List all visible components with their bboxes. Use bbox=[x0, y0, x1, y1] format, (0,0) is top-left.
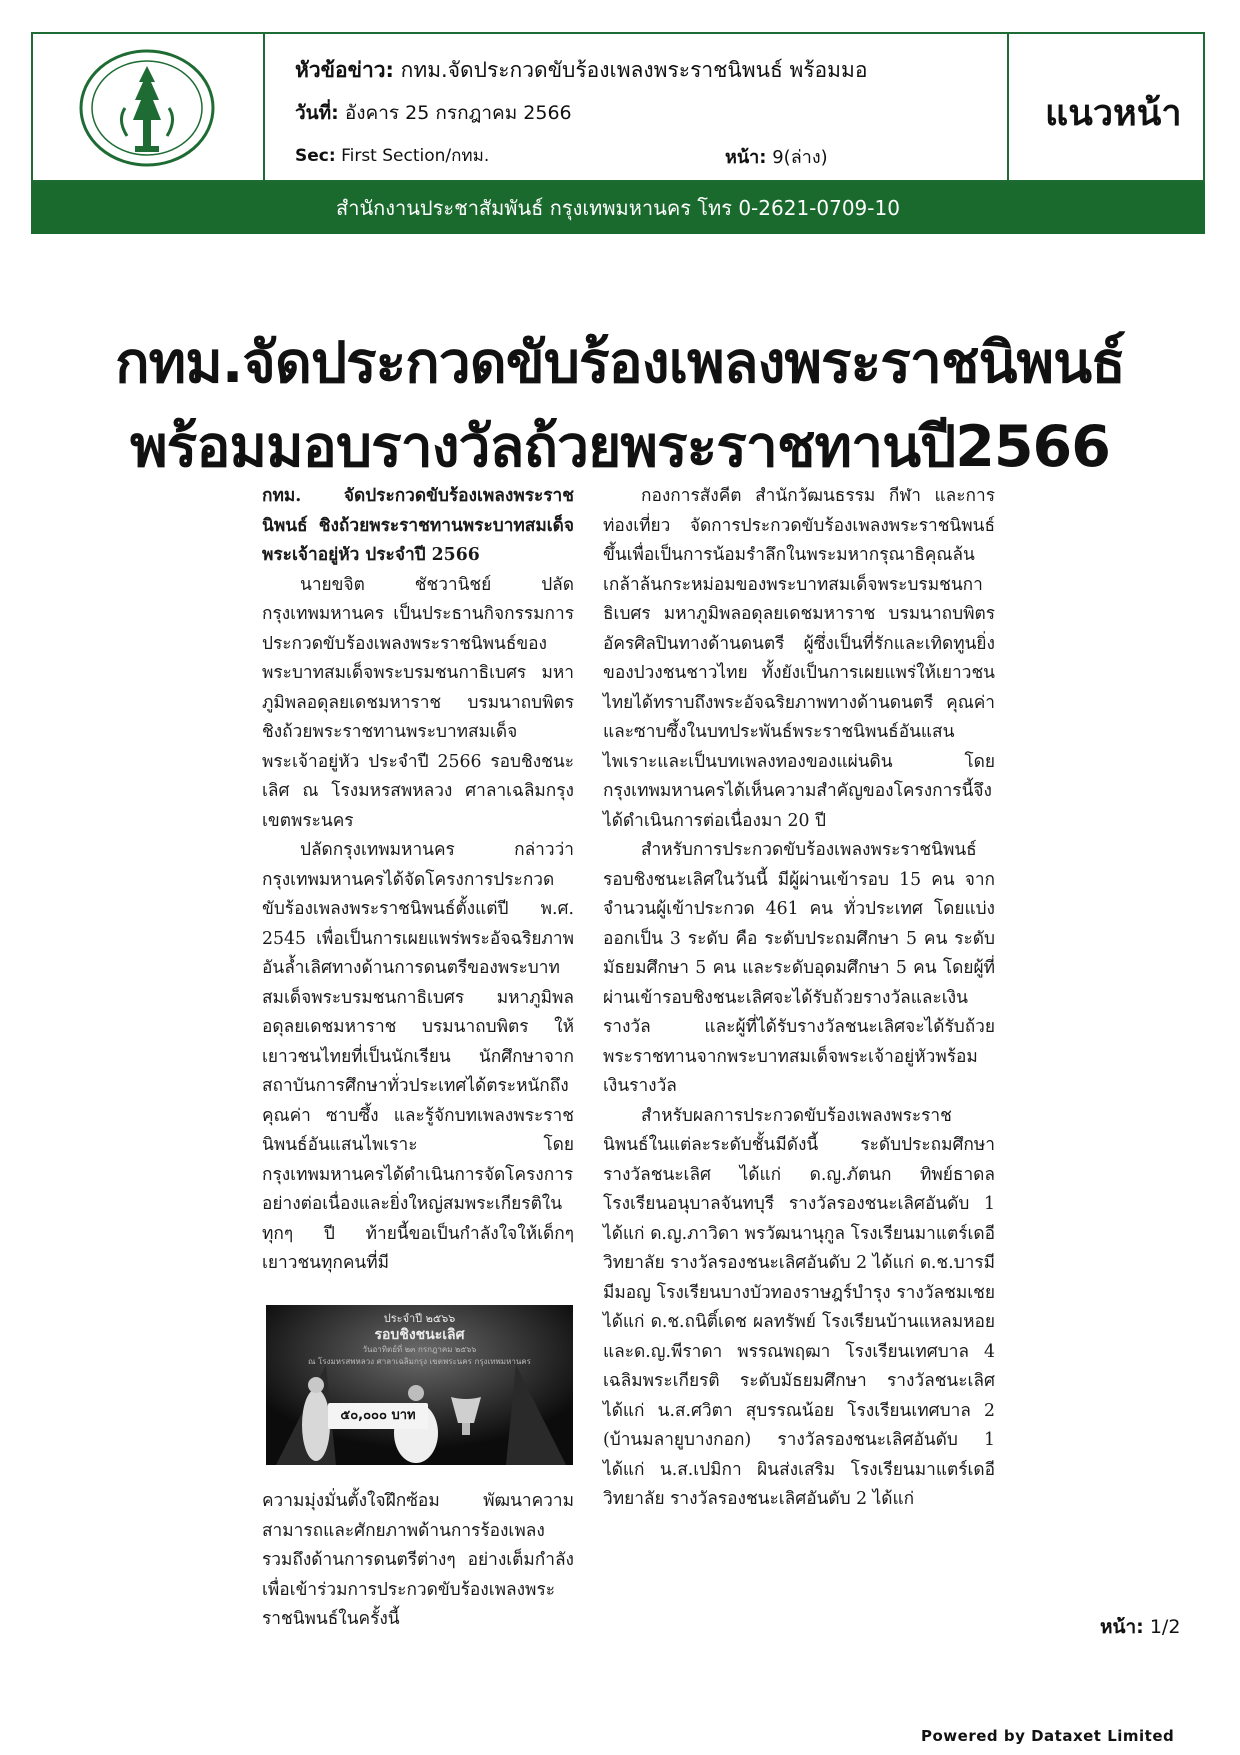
date-value: อังคาร 25 กรกฎาคม 2566 bbox=[344, 102, 572, 124]
photo-caption-venue: ณ โรงมหรสพหลวง ศาลาเฉลิมกรุง เขตพระนคร กรุงเทพมหานคร bbox=[308, 1357, 531, 1366]
info-cell bbox=[265, 34, 1009, 180]
headline-field bbox=[295, 54, 995, 87]
header-box bbox=[31, 32, 1205, 182]
article-paragraph-4: สำหรับการประกวดขับร้องเพลงพระราชนิพนธ์รอบชิงชนะเลิศในวันนี้ มีผู้ผ่านเข้ารอบ 15 คน จากจำนวนผู้เข้าประกวด 461 คน ทั่วประเทศ โดยแบ่งออกเป็น 3 ระดับ คือ ระดับประถมศึกษา 5 คน ระดับมัธยมศึกษา 5 คน และระดับอุดมศึกษา 5 คน โดยผู้ที่ผ่านเข้ารอบชิงชนะเลิศจะได้รับถ้วยรางวัลและเงินรางวัล และผู้ที่ได้รับรางวัลชนะเลิศจะได้รับถ้วยพระราชทานจากพระบาทสมเด็จพระเจ้าอยู่หัวพร้อมเงินรางวัล bbox=[603, 840, 995, 1096]
section-label: Sec: bbox=[295, 146, 336, 166]
article-title-line-1: กทม.จัดประกวดขับร้องเพลงพระราชนิพนธ์ bbox=[115, 330, 1125, 396]
section-value: First Section/กทม. bbox=[341, 146, 490, 166]
publication-name: แนวหน้า bbox=[1045, 93, 1182, 134]
page-number-label: หน้า: bbox=[1100, 1616, 1144, 1638]
article-column-left bbox=[262, 482, 574, 1279]
date-field bbox=[295, 98, 572, 128]
powered-by: Powered by Dataxet Limited bbox=[921, 1727, 1175, 1745]
award-photo bbox=[266, 1305, 573, 1465]
article-paragraph-2-continued: ความมุ่งมั่นตั้งใจฝึกซ้อม พัฒนาความสามารถและศักยภาพด้านการร้องเพลง รวมถึงด้านการดนตรีต่างๆ อย่างเต็มกำลัง เพื่อเข้าร่วมการประกวดขับร้องเพลงพระราชนิพนธ์ในครั้งนี้ bbox=[262, 1491, 574, 1629]
article-column-right bbox=[603, 482, 995, 1515]
article-column-left-continued bbox=[262, 1487, 574, 1635]
headline-label: หัวข้อข่าว: bbox=[295, 58, 394, 82]
page-number-value: 1/2 bbox=[1149, 1616, 1181, 1638]
photo-caption-round: รอบชิงชนะเลิศ bbox=[374, 1327, 465, 1343]
article-paragraph-5: สำหรับผลการประกวดขับร้องเพลงพระราชนิพนธ์ในแต่ละระดับชั้นมีดังนี้ ระดับประถมศึกษา รางวัลชนะเลิศ ได้แก่ ด.ญ.ภัตนก ทิพย์ธาดล โรงเรียนอนุบาลจันทบุรี รางวัลรองชนะเลิศอันดับ 1 ได้แก่ ด.ญ.ภาวิดา พรวัฒนานุกูล โรงเรียนมาแตร์เดอีวิทยาลัย รางวัลรองชนะเลิศอันดับ 2 ได้แก่ ด.ช.บารมี มีมอญ โรงเรียนบางบัวทองราษฎร์บำรุง รางวัลชมเชย ได้แก่ ด.ช.ถนิติ์เดช ผลทรัพย์ โรงเรียนบ้านแหลมหอย และด.ญ.พีราดา พรรณพฤฒา โรงเรียนเทศบาล 4 เฉลิมพระเกียรติ ระดับมัธยมศึกษา รางวัลชนะเลิศ ได้แก่ น.ส.ศวิตา สุบรรณน้อย โรงเรียนเทศบาล 2 (บ้านมลายูบางกอก) รางวัลรองชนะเลิศอันดับ 1 ได้แก่ น.ส.เปมิกา ผินส่งเสริม โรงเรียนมาแตร์เดอีวิทยาลัย รางวัลรองชนะเลิศอันดับ 2 ได้แก่ bbox=[603, 1105, 995, 1509]
bma-seal-icon bbox=[77, 48, 217, 168]
page-value: 9(ล่าง) bbox=[772, 147, 828, 168]
section-field bbox=[295, 142, 489, 169]
logo-cell bbox=[33, 34, 265, 180]
article-paragraph-1: นายขจิต ชัชวานิชย์ ปลัดกรุงเทพมหานคร เป็นประธานกิจกรรมการประกวดขับร้องเพลงพระราชนิพนธ์ของพระบาทสมเด็จพระบรมชนกาธิเบศร มหาภูมิพลอดุลยเดชมหาราช บรมนาถบพิตร ชิงถ้วยพระราชทานพระบาทสมเด็จพระเจ้าอยู่หัว ประจำปี 2566 รอบชิงชนะเลิศ ณ โรงมหรสพหลวง ศาลาเฉลิมกรุง เขตพระนคร bbox=[262, 574, 574, 831]
article-paragraph-3: กองการสังคีต สำนักวัฒนธรรม กีฬา และการท่องเที่ยว จัดการประกวดขับร้องเพลงพระราชนิพนธ์ขึ้นเพื่อเป็นการน้อมรำลึกในพระมหากรุณาธิคุณล้นเกล้าล้นกระหม่อมของพระบาทสมเด็จพระบรมชนกาธิเบศร มหาภูมิพลอดุลยเดชมหาราช บรมนาถบพิตร อัครศิลปินทางด้านดนตรี ผู้ซึ่งเป็นที่รักและเทิดทูนยิ่งของปวงชนชาวไทย ทั้งยังเป็นการเผยแพร่ให้เยาวชนไทยได้ทราบถึงพระอัจฉริยภาพทางด้านดนตรี คุณค่า และซาบซึ้งในบทประพันธ์พระราชนิพนธ์อันแสนไพเราะและเป็นบทเพลงทองของแผ่นดิน โดยกรุงเทพมหานครได้เห็นความสำคัญของโครงการนี้จึงได้ดำเนินการต่อเนื่องมา 20 ปี bbox=[603, 486, 995, 831]
contact-banner: สำนักงานประชาสัมพันธ์ กรุงเทพมหานคร โทร 0-2621-0709-10 bbox=[31, 182, 1205, 234]
page-number bbox=[1100, 1612, 1180, 1642]
photo-caption-date: วันอาทิตย์ที่ ๒๓ กรกฎาคม ๒๕๖๖ bbox=[362, 1345, 477, 1354]
page-field bbox=[725, 142, 828, 171]
date-label: วันที่: bbox=[295, 102, 339, 124]
headline-value: กทม.จัดประกวดขับร้องเพลงพระราชนิพนธ์ พร้อมมอ bbox=[400, 58, 868, 82]
article-title-line-2: พร้อมมอบรางวัลถ้วยพระราชทานปี2566 bbox=[130, 414, 1110, 480]
page-label: หน้า: bbox=[725, 147, 767, 168]
publication-cell bbox=[1009, 34, 1203, 180]
prize-check: ๕๐,๐๐๐ บาท bbox=[328, 1403, 428, 1429]
photo-caption-year: ประจำปี ๒๕๖๖ bbox=[383, 1312, 456, 1325]
article-lead: กทม. จัดประกวดขับร้องเพลงพระราชนิพนธ์ ชิงถ้วยพระราชทานพระบาทสมเด็จพระเจ้าอยู่หัว ประจำปี 2566 bbox=[262, 486, 574, 565]
article-paragraph-2: ปลัดกรุงเทพมหานคร กล่าวว่า กรุงเทพมหานครได้จัดโครงการประกวดขับร้องเพลงพระราชนิพนธ์ตั้งแต่ปี พ.ศ. 2545 เพื่อเป็นการเผยแพร่พระอัจฉริยภาพอันล้ำเลิศทางด้านการดนตรีของพระบาทสมเด็จพระบรมชนกาธิเบศร มหาภูมิพลอดุลยเดชมหาราช บรมนาถบพิตร ให้เยาวชนไทยที่เป็นนักเรียน นักศึกษาจากสถาบันการศึกษาทั่วประเทศได้ตระหนักถึงคุณค่า ซาบซึ้ง และรู้จักบทเพลงพระราชนิพนธ์อันแสนไพเราะ โดยกรุงเทพมหานครได้ดำเนินการจัดโครงการอย่างต่อเนื่องและยิ่งใหญ่สมพระเกียรติในทุกๆ ปี ท้ายนี้ขอเป็นกำลังใจให้เด็กๆ เยาวชนทุกคนที่มี bbox=[262, 840, 574, 1273]
